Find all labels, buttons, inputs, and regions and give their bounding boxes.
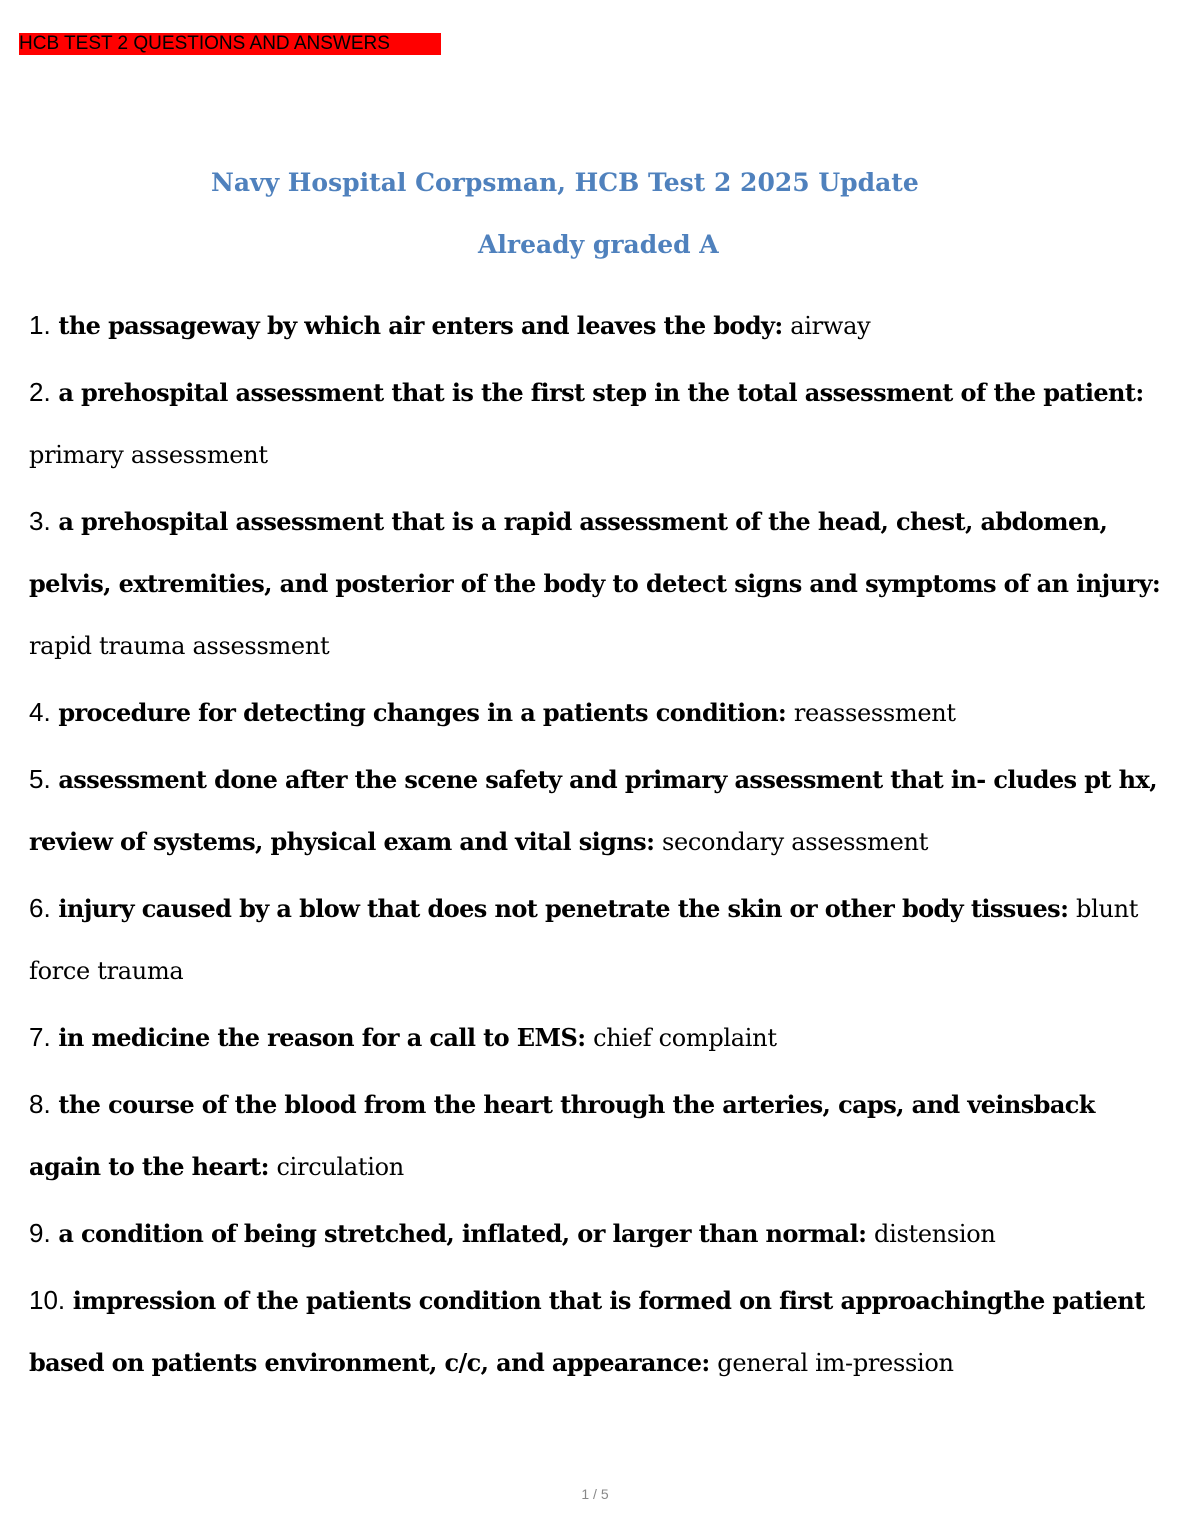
list-item xyxy=(29,1269,1167,1394)
question-number: 3. xyxy=(29,506,51,536)
page-indicator: 1 / 5 xyxy=(581,1486,609,1502)
question-number: 2. xyxy=(29,377,51,407)
question-text: assessment done after the scene safety and primary assessment that in- cludes pt hx, review of systems, physical exam and vital signs: xyxy=(29,765,1157,856)
question-text: procedure for detecting changes in a patients condition: xyxy=(58,698,787,727)
question-number: 4. xyxy=(29,697,51,727)
question-number: 7. xyxy=(29,1022,51,1052)
question-text: a prehospital assessment that is the first step in the total assessment of the patient: xyxy=(58,378,1144,407)
list-item xyxy=(29,877,1167,1002)
question-number: 8. xyxy=(29,1089,51,1119)
question-number: 10. xyxy=(29,1285,66,1315)
question-text: the passageway by which air enters and leaves the body: xyxy=(58,311,783,340)
answer-text: reassessment xyxy=(793,699,956,727)
answer-text: circulation xyxy=(276,1153,404,1181)
list-item xyxy=(29,1202,1167,1265)
answer-text: blunt force trauma xyxy=(29,895,1139,985)
document-subtitle: Already graded A xyxy=(478,230,719,259)
list-item xyxy=(29,361,1167,486)
question-number: 9. xyxy=(29,1218,51,1248)
question-text: the course of the blood from the heart through the arteries, caps, and veinsback again to the heart: xyxy=(29,1090,1095,1181)
question-text: in medicine the reason for a call to EMS: xyxy=(58,1023,586,1052)
question-text: a condition of being stretched, inflated, or larger than normal: xyxy=(58,1219,867,1248)
list-item xyxy=(29,294,1167,357)
answer-text: secondary assessment xyxy=(662,828,929,856)
question-text: impression of the patients condition that is formed on first approachingthe patient based on patients environment, c/c, and appearance: xyxy=(29,1286,1145,1377)
answer-text: distension xyxy=(874,1220,996,1248)
question-number: 1. xyxy=(29,310,51,340)
list-item xyxy=(29,490,1167,677)
list-item xyxy=(29,1073,1167,1198)
answer-text: rapid trauma assessment xyxy=(29,632,330,660)
answer-text: general im-pression xyxy=(717,1349,954,1377)
answer-text: primary assessment xyxy=(29,441,268,469)
question-text: a prehospital assessment that is a rapid assessment of the head, chest, abdomen, pelvis, extremities, and posterior of the body to detect signs and symptoms of an injury: xyxy=(29,507,1161,598)
answer-text: chief complaint xyxy=(593,1024,777,1052)
document-header-label: HCB TEST 2 QUESTIONS AND ANSWERS xyxy=(19,33,441,55)
list-item xyxy=(29,1006,1167,1069)
question-number: 6. xyxy=(29,893,51,923)
list-item xyxy=(29,748,1167,873)
question-text: injury caused by a blow that does not penetrate the skin or other body tissues: xyxy=(58,894,1069,923)
question-number: 5. xyxy=(29,764,51,794)
question-list xyxy=(29,294,1167,1398)
document-title: Navy Hospital Corpsman, HCB Test 2 2025 Update xyxy=(211,168,919,197)
answer-text: airway xyxy=(790,312,871,340)
list-item xyxy=(29,681,1167,744)
